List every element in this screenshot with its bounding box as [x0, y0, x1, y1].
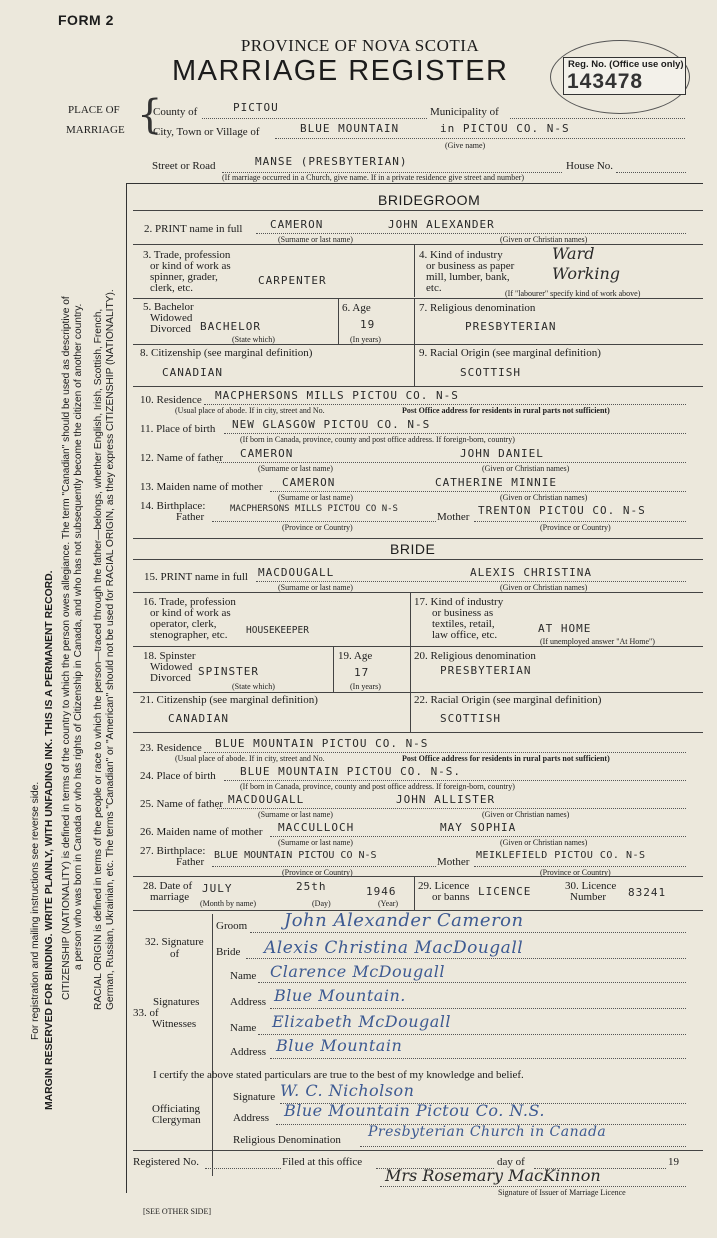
rule: [133, 1150, 703, 1151]
rule: [410, 692, 411, 732]
labourer-note: (If "labourer" specify kind of work above): [505, 289, 641, 298]
bride-mother-label: 26. Maiden name of mother: [140, 826, 263, 838]
groom-birthplace14-label: 14. Birthplace:: [140, 500, 206, 512]
witness2-name: Elizabeth McDougall: [272, 1012, 452, 1031]
groom-age-label: 6. Age: [342, 302, 371, 314]
residence-sub-a: (Usual place of abode. If in city, street and No.: [175, 406, 325, 415]
groom-birthplace: NEW GLASGOW PICTOU CO. N-S: [232, 418, 431, 431]
city-label: City, Town or Village of: [153, 126, 260, 138]
rule: [133, 298, 703, 299]
groom-father-birth-label: Father: [176, 511, 205, 523]
groom-industry-line1: Ward: [552, 244, 595, 263]
groom-residence: MACPHERSONS MILLS PICTOU CO. N-S: [215, 389, 459, 402]
bride-industry-label-c: textiles, retail,: [432, 618, 495, 630]
groom-religion-label: 7. Religious denomination: [419, 302, 536, 314]
groom-religion: PRESBYTERIAN: [465, 320, 557, 333]
bride-state-label-c: Divorced: [150, 672, 191, 684]
witness-label-c: Witnesses: [152, 1018, 197, 1030]
clergy-label-b: Clergyman: [152, 1114, 201, 1126]
groom-trade: CARPENTER: [258, 274, 327, 287]
see-other-side: [SEE OTHER SIDE]: [143, 1207, 211, 1216]
bride-industry-label-d: law office, etc.: [432, 629, 498, 641]
bride-mother-underline: [270, 836, 686, 837]
form-title: MARRIAGE REGISTER: [172, 55, 509, 87]
certify-text: I certify the above stated particulars are true to the best of my knowledge and belief.: [153, 1069, 524, 1081]
groom-trade-label-c: spinner, grader,: [150, 271, 218, 283]
groom-signature: John Alexander Cameron: [284, 910, 524, 931]
age-sub: (In years): [350, 335, 381, 344]
county-label: County of: [153, 106, 198, 118]
bride-state-label-a: 18. Spinster: [143, 650, 196, 662]
clergy-denomination: Presbyterian Church in Canada: [368, 1124, 607, 1140]
witness1-name: Clarence McDougall: [270, 962, 445, 981]
street-value: MANSE (PRESBYTERIAN): [255, 155, 408, 168]
groom-trade-label-b: or kind of work as: [150, 260, 231, 272]
rule: [133, 592, 703, 593]
bride-age-label: 19. Age: [338, 650, 373, 662]
brace-glyph: {: [137, 92, 163, 138]
margin-line-3: CITIZENSHIP (NATIONALITY) is defined in terms of the country to which the person owes allegiance. The term "Canadian" should be used as descriptive of: [61, 296, 72, 1000]
margin-line-1: For registration and mailing instructions see reverse side.: [30, 781, 41, 1040]
reg-label: Reg. No. (Office use only): [568, 59, 684, 70]
rule: [133, 244, 703, 245]
rule: [133, 876, 703, 877]
bride-state-label-b: Widowed: [150, 661, 193, 673]
groom-racial: SCOTTISH: [460, 366, 521, 379]
licence-no-label-b: Number: [570, 891, 607, 903]
w1-address-label: Address: [230, 996, 267, 1008]
bride-citizenship: CANADIAN: [168, 712, 229, 725]
groom-birthplace-underline: [224, 433, 686, 434]
bride-trade: HOUSEKEEPER: [246, 625, 309, 636]
bride-name-label: 15. PRINT name in full: [144, 571, 248, 583]
bride-mother-given: MAY SOPHIA: [440, 821, 517, 834]
clergy-sig-label: Signature: [233, 1091, 276, 1103]
bridegroom-heading: BRIDEGROOM: [378, 192, 481, 208]
margin-line-2: MARGIN RESERVED FOR BINDING. WRITE PLAINLY, WITH UNFADING INK. THIS IS A PERMANENT RECORD.: [44, 570, 55, 1110]
birth-sub: (If born in Canada, province, county and post office address. If foreign-born, country): [240, 435, 515, 444]
rule: [133, 559, 703, 560]
clergy-signature: W. C. Nicholson: [280, 1081, 415, 1100]
bride-residence: BLUE MOUNTAIN PICTOU CO. N-S: [215, 737, 429, 750]
marriage-day: 25th: [296, 880, 327, 893]
rule: [414, 876, 415, 910]
w1-name-label: Name: [230, 970, 257, 982]
licence-no-label-a: 30. Licence: [565, 880, 617, 892]
bride-residence-label: 23. Residence: [140, 742, 202, 754]
rule: [414, 298, 415, 344]
bride-sig-underline: [246, 958, 686, 959]
groom-mother-surname: CAMERON: [282, 476, 336, 489]
registered-label: Registered No.: [133, 1156, 199, 1168]
sig-label-a: 32. Signature: [145, 936, 204, 948]
bride-given: ALEXIS CHRISTINA: [470, 566, 592, 579]
bride-father-given: JOHN ALLISTER: [396, 793, 496, 806]
w2-address-label: Address: [230, 1046, 267, 1058]
street-note: (If marriage occurred in a Church, give name. If in a private residence give street and number): [222, 173, 525, 182]
bride-father-given-sub: (Given or Christian names): [482, 810, 570, 819]
mother-surname-sub: (Surname or last name): [278, 493, 353, 502]
bride-trade-label-a: 16. Trade, profession: [143, 596, 236, 608]
rule: [338, 298, 339, 344]
bride-mother-birth: MEIKLEFIELD PICTOU CO. N-S: [476, 850, 646, 861]
groom-state-label-a: 5. Bachelor: [143, 301, 194, 313]
groom-age: 19: [360, 318, 376, 331]
groom-birthplace-label: 11. Place of birth: [140, 423, 216, 435]
province-heading: PROVINCE OF NOVA SCOTIA: [240, 36, 480, 55]
rule: [133, 692, 703, 693]
licence-number: 83241: [628, 886, 667, 899]
house-label: House No.: [566, 160, 614, 172]
margin-line-6: German, Russian, Ukrainian, etc. The terms "Canadian" or "American" should not be used for RACIAL ORIGIN, as they express CITIZENSHIP (NATIONALITY).: [105, 289, 116, 1010]
groom-father-birth: MACPHERSONS MILLS PICTOU CO N-S: [230, 504, 398, 514]
groom-state-label-c: Divorced: [150, 323, 191, 335]
prov-sub-mother: (Province or Country): [540, 523, 611, 532]
issuer-signature: Mrs Rosemary MacKinnon: [385, 1166, 601, 1185]
bride-birth-sub: (If born in Canada, province, county and post office address. If foreign-born, country): [240, 782, 515, 791]
rule: [133, 538, 703, 539]
witness-label-a: Signatures: [153, 996, 200, 1008]
rule: [133, 210, 703, 211]
groom-mother-label: 13. Maiden name of mother: [140, 481, 263, 493]
bride-surname: MACDOUGALL: [258, 566, 335, 579]
street-label: Street or Road: [152, 160, 216, 172]
rule: [212, 914, 213, 1176]
house-underline: [616, 172, 686, 173]
groom-mother-underline: [270, 491, 686, 492]
prov-sub-father: (Province or Country): [282, 523, 353, 532]
bride-racial: SCOTTISH: [440, 712, 501, 725]
groom-mother-given: CATHERINE MINNIE: [435, 476, 557, 489]
groom-name-underline: [256, 233, 686, 234]
groom-mother-birth-underline: [474, 521, 686, 522]
year-prefix: 19: [668, 1156, 679, 1168]
bride-residence-underline: [204, 752, 686, 753]
groom-residence-label: 10. Residence: [140, 394, 202, 406]
w2-name-underline: [258, 1034, 686, 1035]
marriage-label: MARRIAGE: [66, 124, 125, 136]
bride-state-sub: (State which): [232, 682, 275, 691]
bride-heading: BRIDE: [390, 541, 436, 557]
bride-industry-label-a: 17. Kind of industry: [414, 596, 504, 608]
w2-name-label: Name: [230, 1022, 257, 1034]
clergy-denom-label: Religious Denomination: [233, 1134, 341, 1146]
groom-mother-birth-label: Mother: [437, 511, 470, 523]
rule: [133, 344, 703, 345]
bride-father-surname-sub: (Surname or last name): [258, 810, 333, 819]
bride-trade-label-d: stenographer, etc.: [150, 629, 228, 641]
surname-sub: (Surname or last name): [278, 235, 353, 244]
bride-mother-given-sub: (Given or Christian names): [500, 838, 588, 847]
father-given-sub: (Given or Christian names): [482, 464, 570, 473]
groom-sig-underline: [250, 932, 686, 933]
year-sub: (Year): [378, 899, 399, 908]
bride-name-underline: [256, 581, 686, 582]
w1-name-underline: [258, 982, 686, 983]
groom-industry-line2: Working: [552, 264, 620, 283]
bride-trade-label-c: operator, clerk,: [150, 618, 217, 630]
municipality-underline: [510, 118, 685, 119]
licence-label-a: 29. Licence: [418, 880, 470, 892]
groom-racial-label: 9. Racial Origin (see marginal definition): [419, 347, 601, 359]
bride-father-underline: [217, 808, 686, 809]
city-extra: in PICTOU CO. N-S: [440, 122, 570, 135]
groom-citizenship-label: 8. Citizenship (see marginal definition): [140, 347, 313, 359]
residence-sub-b: Post Office address for residents in rural parts not sufficient): [402, 406, 610, 415]
bride-surname-sub: (Surname or last name): [278, 583, 353, 592]
filed-label: Filed at this office: [282, 1156, 363, 1168]
groom-industry-label-c: mill, lumber, bank,: [426, 271, 510, 283]
day-sub: (Day): [312, 899, 331, 908]
bride-prov-sub-father: (Province or Country): [282, 868, 353, 877]
bride-mother-surname: MACCULLOCH: [278, 821, 355, 834]
groom-state: BACHELOR: [200, 320, 261, 333]
rule: [133, 386, 703, 387]
bride-father-label: 25. Name of father: [140, 798, 224, 810]
groom-father-underline: [217, 462, 686, 463]
issuer-underline: [380, 1186, 686, 1187]
issuer-label: Signature of Issuer of Marriage Licence: [498, 1188, 626, 1197]
groom-surname: CAMERON: [270, 218, 324, 231]
bride-birthplace: BLUE MOUNTAIN PICTOU CO. N-S.: [240, 765, 462, 778]
bride-citizenship-label: 21. Citizenship (see marginal definition): [140, 694, 318, 706]
registered-underline: [205, 1168, 281, 1169]
bride-prov-sub-mother: (Province or Country): [540, 868, 611, 877]
clergy-address: Blue Mountain Pictou Co. N.S.: [284, 1101, 545, 1120]
state-sub: (State which): [232, 335, 275, 344]
licence-value: LICENCE: [478, 885, 532, 898]
reg-number: 143478: [567, 70, 644, 93]
municipality-label: Municipality of: [430, 106, 499, 118]
marriage-year: 1946: [366, 885, 397, 898]
groom-industry-label-a: 4. Kind of industry: [419, 249, 503, 261]
bride-sig-label: Bride: [216, 946, 241, 958]
unemployed-note: (If unemployed answer "At Home"): [540, 637, 655, 646]
bride-father-birth-label: Father: [176, 856, 205, 868]
bride-birthplace-label: 24. Place of birth: [140, 770, 216, 782]
groom-industry-label-b: or business as paper: [426, 260, 515, 272]
rule: [410, 646, 411, 692]
bride-signature: Alexis Christina MacDougall: [264, 938, 524, 958]
bride-residence-sub-a: (Usual place of abode. If in city, street and No.: [175, 754, 325, 763]
marriage-month: JULY: [202, 882, 233, 895]
groom-father-birth-underline: [212, 521, 436, 522]
bride-trade-label-b: or kind of work as: [150, 607, 231, 619]
bride-birthplace27-label: 27. Birthplace:: [140, 845, 206, 857]
groom-trade-label-d: clerk, etc.: [150, 282, 194, 294]
county-value: PICTOU: [233, 101, 279, 114]
groom-sig-label: Groom: [216, 920, 248, 932]
county-underline: [202, 118, 427, 119]
rule: [414, 344, 415, 386]
father-surname-sub: (Surname or last name): [258, 464, 333, 473]
bride-residence-sub-b: Post Office address for residents in rural parts not sufficient): [402, 754, 610, 763]
w2-address-underline: [270, 1058, 686, 1059]
bride-mother-birth-underline: [474, 866, 686, 867]
licence-label-b: or banns: [432, 891, 470, 903]
give-name-sub: (Give name): [445, 141, 486, 150]
witness-label-b: 33. of: [133, 1007, 159, 1019]
w1-address-underline: [270, 1008, 686, 1009]
witness2-address: Blue Mountain: [276, 1036, 403, 1055]
bride-religion-label: 20. Religious denomination: [414, 650, 536, 662]
date-label-a: 28. Date of: [143, 880, 193, 892]
bride-age-sub: (In years): [350, 682, 381, 691]
witness1-address: Blue Mountain.: [274, 986, 406, 1005]
city-underline: [275, 138, 685, 139]
bride-father-birth-underline: [212, 866, 436, 867]
day-of-label: day of: [497, 1156, 525, 1168]
bride-mother-surname-sub: (Surname or last name): [278, 838, 353, 847]
groom-mother-birth: TRENTON PICTOU CO. N-S: [478, 504, 646, 517]
groom-given: JOHN ALEXANDER: [388, 218, 495, 231]
date-label-b: marriage: [150, 891, 190, 903]
bride-birthplace-underline: [224, 780, 686, 781]
bride-father-surname: MACDOUGALL: [228, 793, 305, 806]
form-number: FORM 2: [58, 12, 114, 28]
margin-line-4: a person who was born in Canada or who has rights of Citizenship in Canada, and who has not subsequently become the citizen of another country.: [73, 303, 84, 970]
rule: [133, 646, 703, 647]
groom-trade-label-a: 3. Trade, profession: [143, 249, 231, 261]
margin-line-5: RACIAL ORIGIN is defined in terms of the people or race to which the person—traced through the father—belongs, whether English, Irish, Scottish, French,: [93, 308, 104, 1010]
given-sub: (Given or Christian names): [500, 235, 588, 244]
groom-name-label: 2. PRINT name in full: [144, 223, 243, 235]
bride-father-birth: BLUE MOUNTAIN PICTOU CO N-S: [214, 850, 377, 861]
rule: [333, 646, 334, 692]
rule: [414, 244, 415, 297]
place-of-label: PLACE OF: [68, 104, 120, 116]
bride-mother-birth-label: Mother: [437, 856, 470, 868]
month-sub: (Month by name): [200, 899, 256, 908]
bride-age: 17: [354, 666, 370, 679]
groom-father-given: JOHN DANIEL: [460, 447, 544, 460]
rule: [410, 592, 411, 646]
clergy-label-a: Officiating: [152, 1103, 201, 1115]
groom-father-label: 12. Name of father: [140, 452, 224, 464]
bride-state: SPINSTER: [198, 665, 259, 678]
groom-industry-label-d: etc.: [426, 282, 442, 294]
bride-religion: PRESBYTERIAN: [440, 664, 532, 677]
clergy-denom-underline: [360, 1146, 686, 1147]
groom-state-label-b: Widowed: [150, 312, 193, 324]
registration-box: [563, 57, 686, 95]
bride-industry: AT HOME: [538, 622, 592, 635]
bride-racial-label: 22. Racial Origin (see marginal definition): [414, 694, 602, 706]
groom-father-surname: CAMERON: [240, 447, 294, 460]
bride-given-sub: (Given or Christian names): [500, 583, 588, 592]
sig-label-b: of: [170, 948, 180, 960]
city-value: BLUE MOUNTAIN: [300, 122, 400, 135]
rule: [133, 732, 703, 733]
groom-citizenship: CANADIAN: [162, 366, 223, 379]
bride-industry-label-b: or business as: [432, 607, 494, 619]
groom-residence-underline: [204, 404, 686, 405]
mother-given-sub: (Given or Christian names): [500, 493, 588, 502]
clergy-address-label: Address: [233, 1112, 270, 1124]
